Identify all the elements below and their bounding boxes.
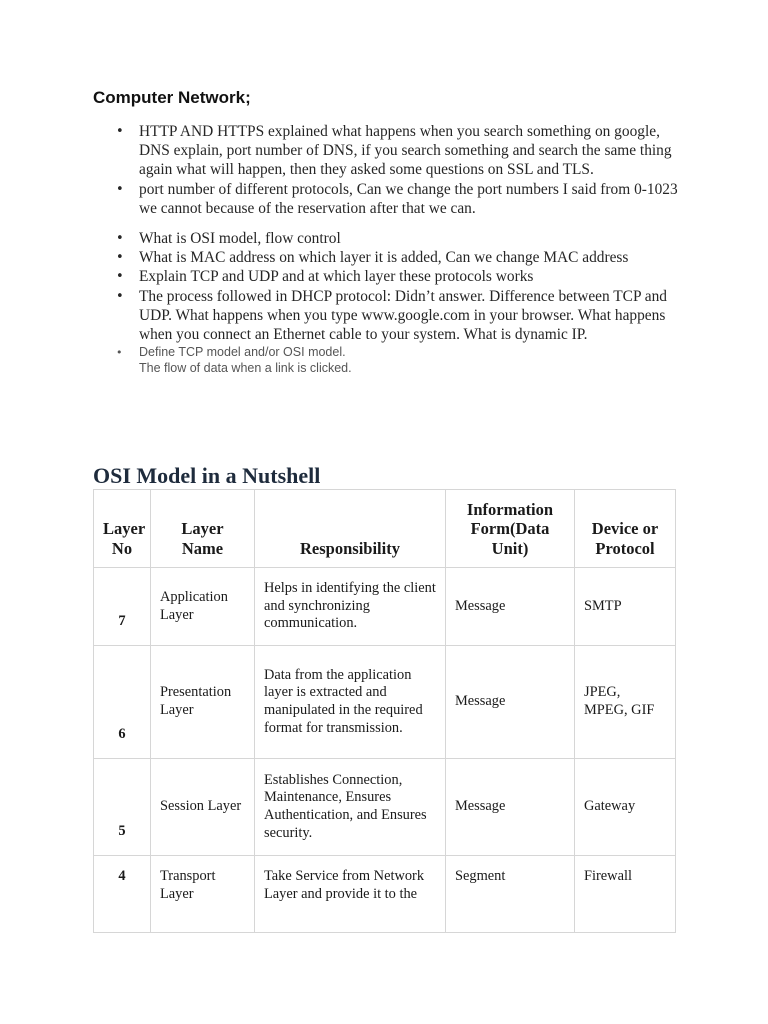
list-item: • Explain TCP and UDP and at which layer these protocols works	[139, 267, 684, 286]
cell-responsibility: Take Service from Network Layer and provide it to the	[255, 856, 446, 933]
cell-layer-name: Presentation Layer	[151, 646, 255, 759]
cell-layer-no: 7	[94, 568, 151, 646]
table-row	[94, 759, 676, 856]
cell-responsibility: Establishes Connection, Maintenance, Ensures Authentication, and Ensures security.	[255, 759, 446, 856]
cell-layer-no: 5	[94, 759, 151, 856]
table-header-row	[94, 490, 676, 568]
cell-unit: Message	[446, 759, 575, 856]
section-heading: Computer Network;	[93, 88, 251, 107]
list-item-line: • Define TCP model and/or OSI model.	[139, 345, 346, 360]
cell-responsibility: Helps in identifying the client and synchronizing communication.	[255, 568, 446, 646]
header-device: Device or Protocol	[575, 490, 676, 568]
cell-layer-no: 6	[94, 646, 151, 759]
list-item	[139, 345, 684, 376]
list-item: • port number of different protocols, Can we change the port numbers I said from 0-1023 we cannot because of the reservation after that we can.	[139, 180, 684, 218]
list-item: • What is OSI model, flow control	[139, 229, 684, 248]
cell-layer-name: Application Layer	[151, 568, 255, 646]
header-info-form: Information Form(Data Unit)	[446, 490, 575, 568]
question-list	[139, 122, 684, 376]
cell-responsibility: Data from the application layer is extracted and manipulated in the required format for transmission.	[255, 646, 446, 759]
cell-device: JPEG, MPEG, GIF	[575, 646, 676, 759]
table-row	[94, 568, 676, 646]
cell-device: Gateway	[575, 759, 676, 856]
table-row	[94, 646, 676, 759]
header-responsibility: Responsibility	[255, 490, 446, 568]
cell-layer-name: Session Layer	[151, 759, 255, 856]
header-layer-name: Layer Name	[151, 490, 255, 568]
cell-device: Firewall	[575, 856, 676, 933]
list-item-line: The flow of data when a link is clicked.	[139, 360, 352, 375]
cell-layer-no: 4	[94, 856, 151, 933]
cell-unit: Message	[446, 568, 575, 646]
cell-layer-name: Transport Layer	[151, 856, 255, 933]
cell-device: SMTP	[575, 568, 676, 646]
cell-unit: Segment	[446, 856, 575, 933]
list-item: • The process followed in DHCP protocol: Didn’t answer. Difference between TCP and UDP. What happens when you type www.google.com in your browser. What happens when you connect an Ethernet cable to your system. What is dynamic IP.	[139, 287, 684, 345]
osi-title: OSI Model in a Nutshell	[93, 463, 321, 488]
list-item: • What is MAC address on which layer it is added, Can we change MAC address	[139, 248, 684, 267]
cell-unit: Message	[446, 646, 575, 759]
header-layer-no: Layer No	[94, 490, 151, 568]
table-row	[94, 856, 676, 933]
list-item: • HTTP AND HTTPS explained what happens when you search something on google, DNS explain, port number of DNS, if you search something and search the same thing again what will happen, then they asked some questions on SSL and TLS.	[139, 122, 684, 180]
osi-table	[93, 489, 676, 933]
